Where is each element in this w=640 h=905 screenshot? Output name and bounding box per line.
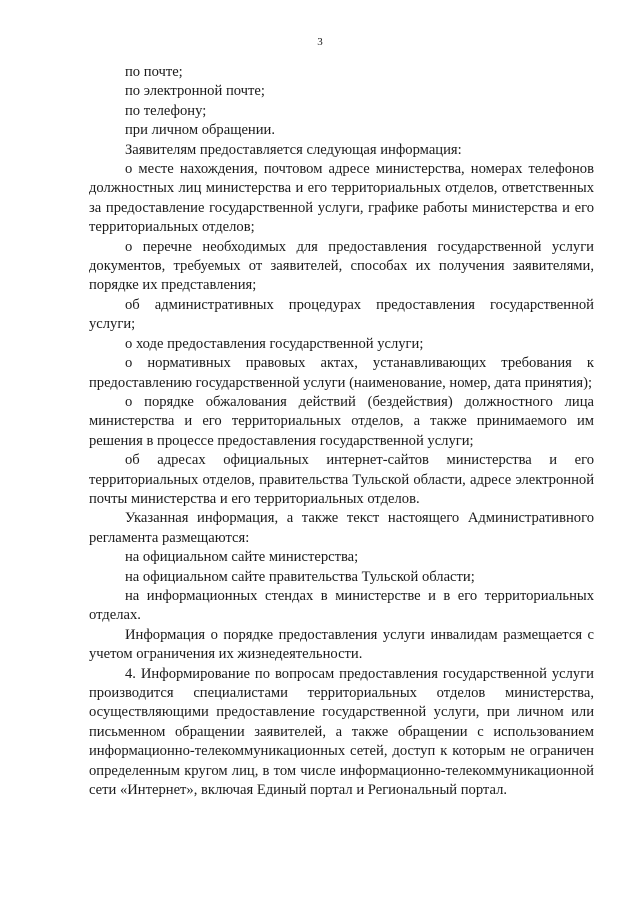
paragraph: по электронной почте; <box>125 83 265 100</box>
paragraph: по почте; <box>125 64 183 80</box>
paragraph: Заявителям предоставляется следующая информация: <box>125 141 462 158</box>
paragraph: об адресах официальных интернет-сайтов министерства и его территориальных отделов, правительства Тульской области, адресе электронной почты министерства и его территориальных отделов. <box>89 452 594 507</box>
paragraph: о нормативных правовых актах, устанавливающих требования к предоставлению государственной услуги (наименование, номер, дата принятия); <box>89 355 594 391</box>
paragraph: на официальном сайте министерства; <box>125 549 359 566</box>
paragraph: Указанная информация, а также текст настоящего Административного регламента размещаются: <box>89 510 594 546</box>
paragraph: о месте нахождения, почтовом адресе министерства, номерах телефонов должностных лиц министерства и его территориальных отделов, ответственных за предоставление государственной услуги, графике работы министерства и его территориальных отделов; <box>89 161 594 236</box>
paragraph: по телефону; <box>125 102 207 119</box>
paragraph: Информация о порядке предоставления услуги инвалидам размещается с учетом ограничения их жизнедеятельности. <box>89 626 594 663</box>
paragraph: о порядке обжалования действий (бездействия) должностного лица министерства и его территориальных отделов, а также принимаемого им решения в процессе предоставления государственной услуги; <box>89 393 594 449</box>
paragraph: о ходе предоставления государственной услуги; <box>125 335 424 352</box>
paragraph: при личном обращении. <box>125 122 275 139</box>
paragraph: о перечне необходимых для предоставления государственной услуги документов, требуемых от заявителей, способах их получения заявителями, порядке их представления; <box>89 238 594 294</box>
paragraph: на информационных стендах в министерстве и в его территориальных отделах. <box>89 587 594 624</box>
paragraph: 4. Информирование по вопросам предоставления государственной услуги производится специалистами территориальных отделов министерства, осуществляющими предоставление государственной услуги, при личном или письменном обращении заявителей, а также обращении с использованием информационно-телекоммуникационных сетей, доступ к которым не ограничен определенным кругом лиц, в том числе информационно-телекоммуникационной сети «Интернет», включая Единый портал и Региональный портал. <box>89 665 594 799</box>
page-number: 3 <box>317 36 323 48</box>
paragraph: на официальном сайте правительства Тульской области; <box>125 568 475 585</box>
paragraph: об административных процедурах предоставления государственной услуги; <box>89 296 594 333</box>
document-body <box>89 63 594 800</box>
